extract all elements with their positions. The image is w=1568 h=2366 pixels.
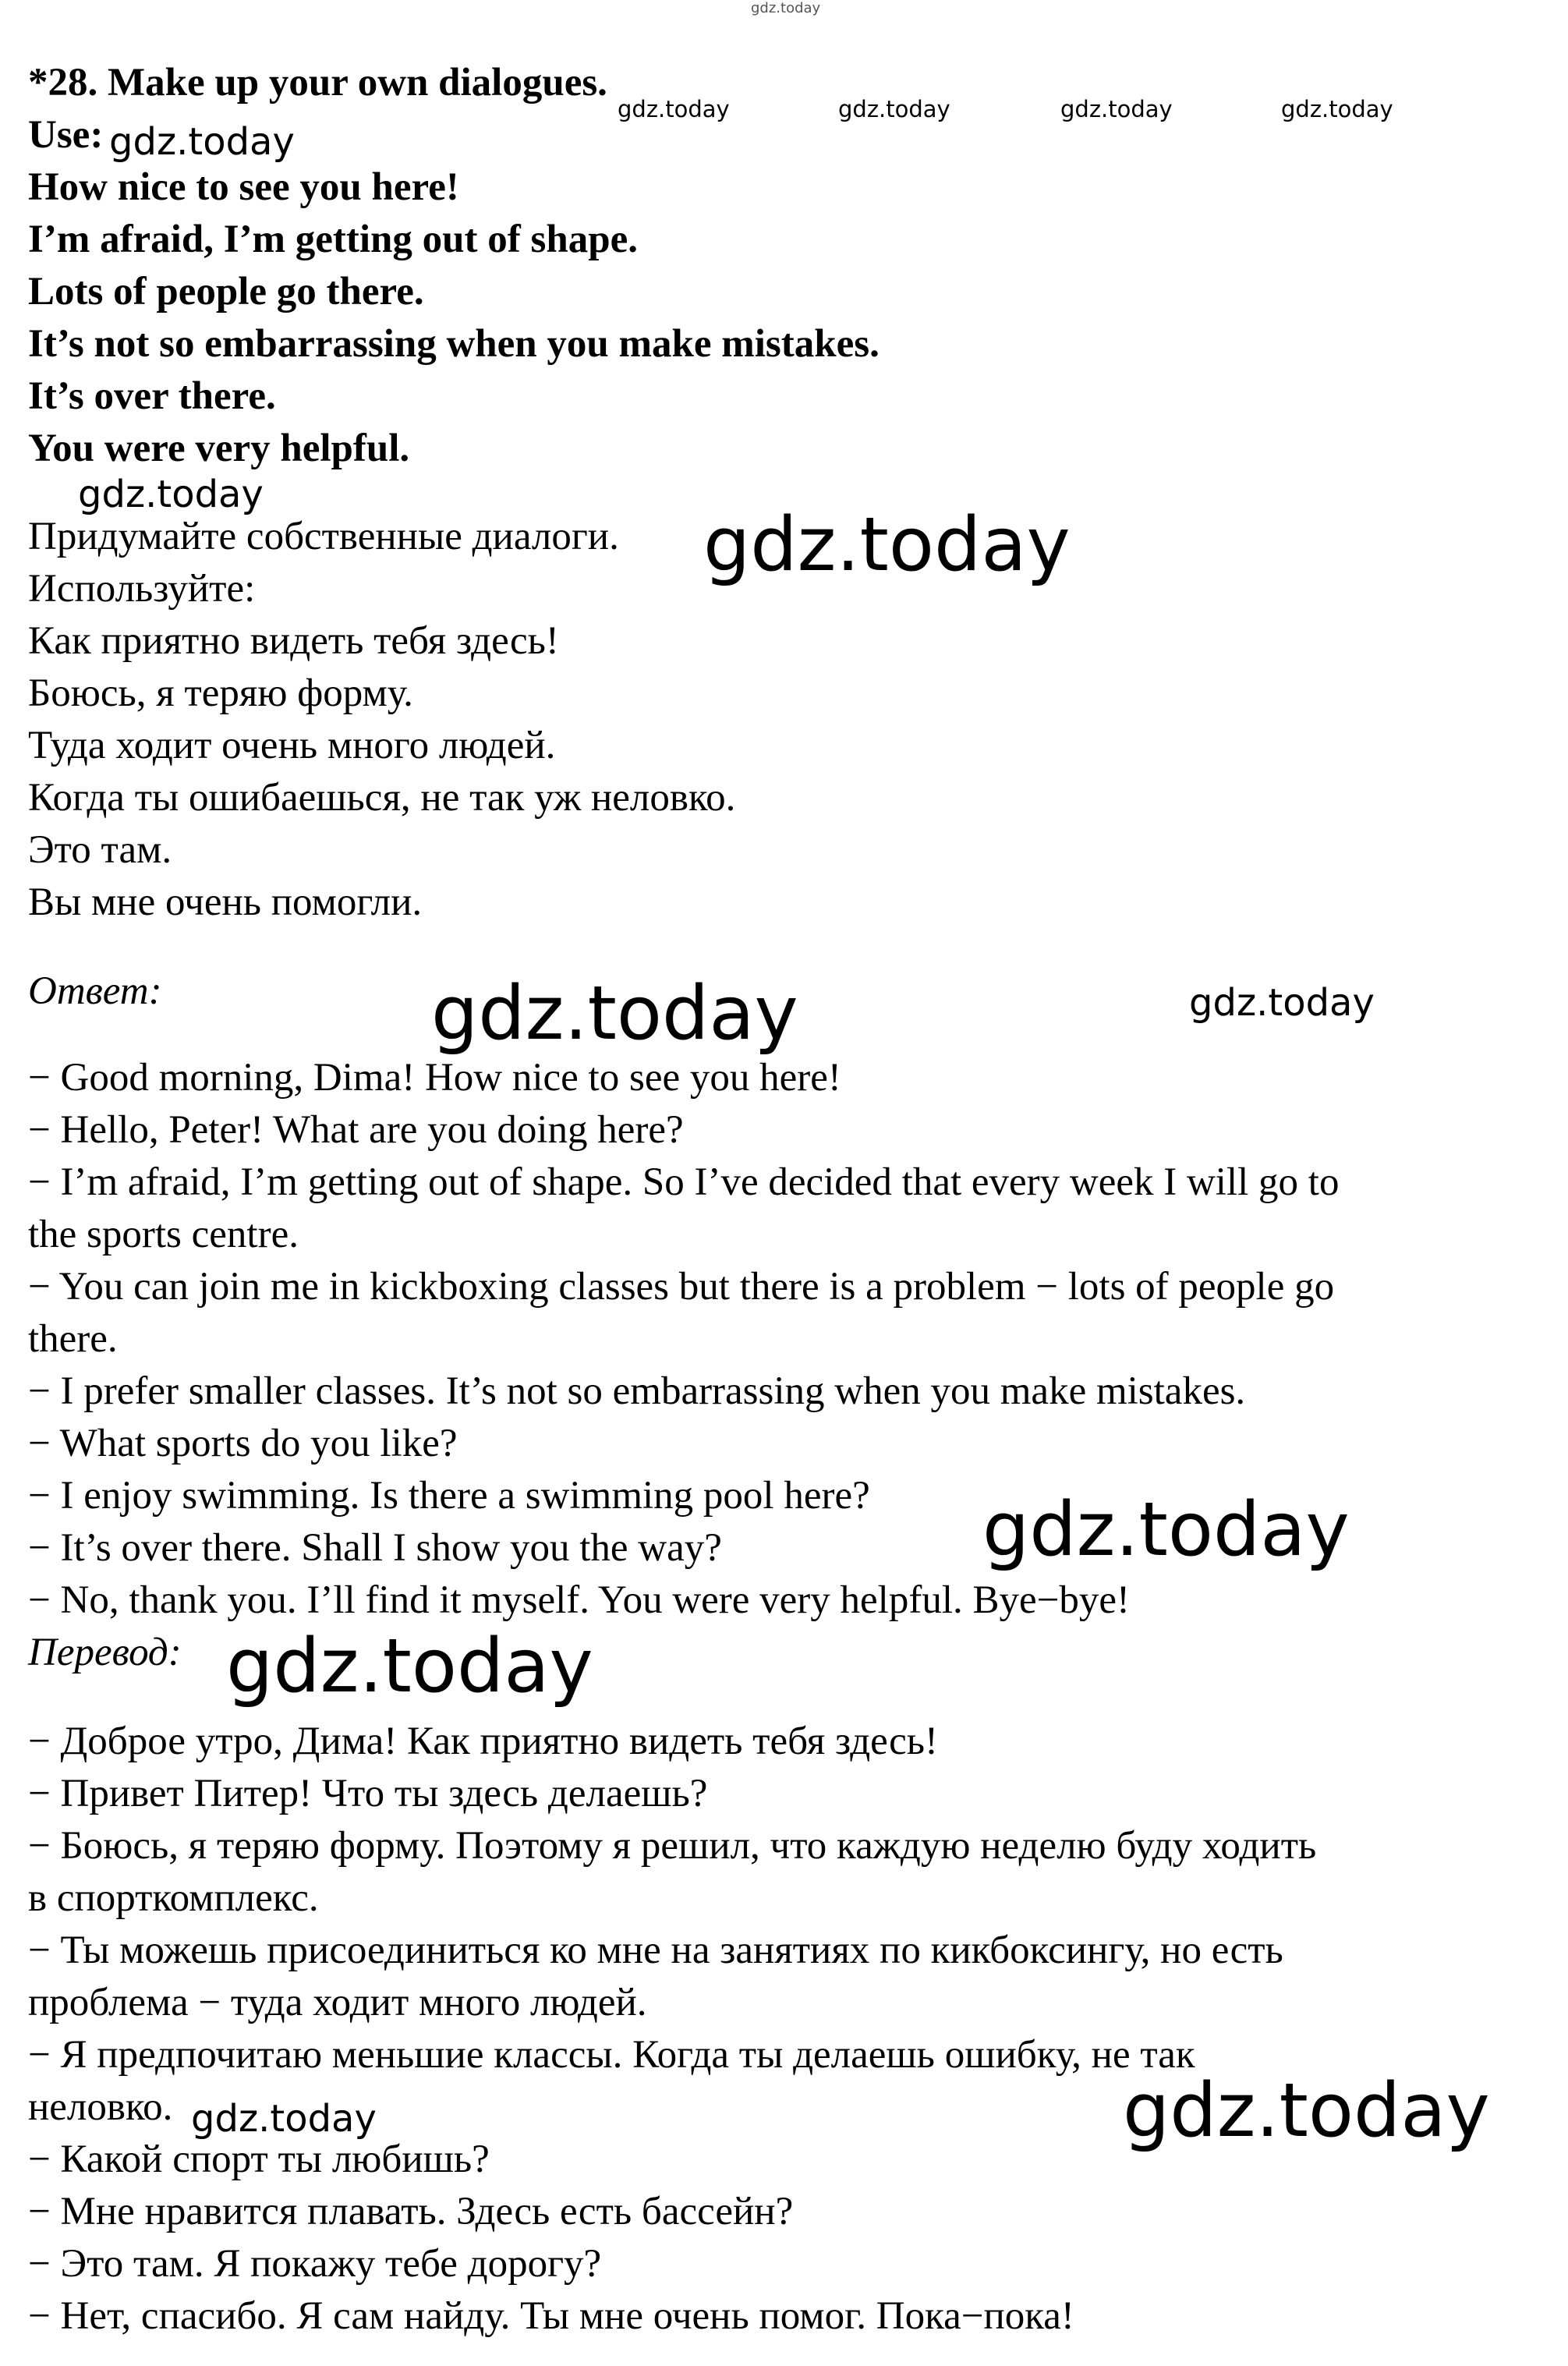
- watermark: gdz.today: [751, 0, 821, 16]
- answer-line: the sports centre.: [28, 1213, 299, 1256]
- answer-line: there.: [28, 1317, 118, 1361]
- translation-task-use-label: Используйте:: [28, 567, 256, 611]
- watermark: gdz.today: [431, 971, 798, 1057]
- task-phrase: How nice to see you here!: [28, 165, 459, 209]
- translation-task-phrase: Когда ты ошибаешься, не так уж неловко.: [28, 776, 736, 820]
- answer-line: − I enjoy swimming. Is there a swimming pool here?: [28, 1474, 870, 1518]
- answer-line: − It’s over there. Shall I show you the way?: [28, 1526, 722, 1570]
- task-title: *28. Make up your own dialogues.: [28, 61, 607, 104]
- translation-line: в спорткомплекс.: [28, 1876, 319, 1920]
- translation-line: − Боюсь, я теряю форму. Поэтому я решил, что каждую неделю буду ходить: [28, 1824, 1317, 1868]
- translation-line: − Ты можешь присоединиться ко мне на занятиях по кикбоксингу, но есть: [28, 1929, 1283, 1972]
- translation-task-phrase: Боюсь, я теряю форму.: [28, 671, 413, 715]
- watermark: gdz.today: [1123, 2068, 1490, 2154]
- answer-line: − No, thank you. I’ll find it myself. You were very helpful. Bye−bye!: [28, 1578, 1131, 1622]
- task-phrase: I’m afraid, I’m getting out of shape.: [28, 218, 638, 261]
- translation-line: − Привет Питер! Что ты здесь делаешь?: [28, 1772, 708, 1815]
- task-use-label: Use:: [28, 113, 104, 157]
- watermark: gdz.today: [1281, 96, 1393, 122]
- task-phrase: Lots of people go there.: [28, 270, 424, 313]
- watermark: gdz.today: [109, 120, 295, 164]
- translation-line: − Нет, спасибо. Я сам найду. Ты мне очень помог. Пока−пока!: [28, 2294, 1074, 2338]
- translation-label: Перевод:: [28, 1631, 182, 1674]
- watermark: gdz.today: [982, 1487, 1350, 1573]
- answer-line: − You can join me in kickboxing classes but there is a problem − lots of people go: [28, 1265, 1335, 1309]
- translation-task-phrase: Вы мне очень помогли.: [28, 880, 423, 924]
- translation-line: проблема − туда ходит много людей.: [28, 1981, 647, 2024]
- watermark: gdz.today: [78, 473, 264, 516]
- watermark: gdz.today: [618, 96, 730, 122]
- answer-line: − What sports do you like?: [28, 1422, 458, 1465]
- watermark: gdz.today: [703, 502, 1071, 588]
- task-phrase: It’s not so embarrassing when you make mistakes.: [28, 322, 880, 366]
- translation-line: − Я предпочитаю меньшие классы. Когда ты делаешь ошибку, не так: [28, 2033, 1195, 2077]
- watermark: gdz.today: [1060, 96, 1173, 122]
- answer-label: Ответ:: [28, 969, 162, 1013]
- watermark: gdz.today: [191, 2097, 377, 2141]
- watermark: gdz.today: [226, 1624, 593, 1709]
- task-phrase: It’s over there.: [28, 374, 276, 418]
- answer-line: − I prefer smaller classes. It’s not so embarrassing when you make mistakes.: [28, 1369, 1246, 1413]
- answer-line: − Good morning, Dima! How nice to see you here!: [28, 1056, 841, 1100]
- translation-line: неловко.: [28, 2085, 173, 2129]
- translation-task-phrase: Как приятно видеть тебя здесь!: [28, 619, 559, 663]
- task-phrase: You were very helpful.: [28, 427, 410, 470]
- translation-task-phrase: Это там.: [28, 828, 172, 872]
- translation-line: − Какой спорт ты любишь?: [28, 2138, 490, 2181]
- translation-task-title: Придумайте собственные диалоги.: [28, 515, 619, 558]
- answer-line: − I’m afraid, I’m getting out of shape. So I’ve decided that every week I will go to: [28, 1160, 1340, 1204]
- answer-line: − Hello, Peter! What are you doing here?: [28, 1108, 684, 1152]
- watermark: gdz.today: [1189, 981, 1375, 1025]
- translation-line: − Это там. Я покажу тебе дорогу?: [28, 2242, 602, 2286]
- watermark: gdz.today: [838, 96, 950, 122]
- translation-line: − Мне нравится плавать. Здесь есть бассейн?: [28, 2190, 794, 2233]
- translation-line: − Доброе утро, Дима! Как приятно видеть тебя здесь!: [28, 1720, 938, 1763]
- translation-task-phrase: Туда ходит очень много людей.: [28, 724, 556, 767]
